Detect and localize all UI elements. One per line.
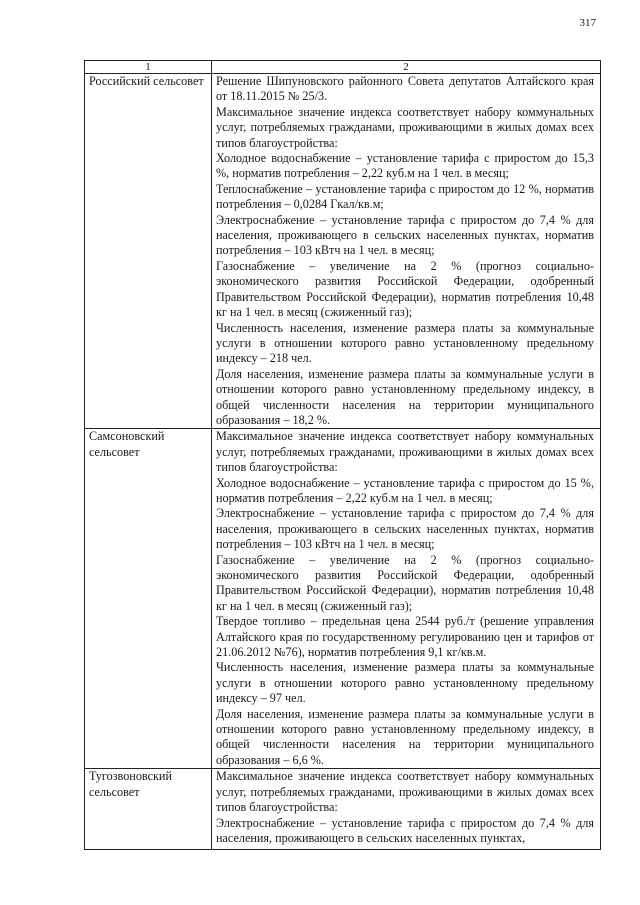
paragraph: Холодное водоснабжение – установление тарифа с приростом до 15 %, норматив потребления – 2,22 куб.м на 1 чел. в месяц; [216,475,594,505]
paragraph: Холодное водоснабжение – установление тарифа с приростом до 15,3 %, норматив потребления – 2,22 куб.м на 1 чел. в месяц; [216,151,594,181]
municipality-name: Тугозвоновский сельсовет [85,769,212,850]
paragraph: Электроснабжение – установление тарифа с приростом до 7,4 % для населения, проживающего в сельских населенных пунктах, [216,815,594,845]
paragraph: Газоснабжение – увеличение на 2 % (прогноз социально-экономического развития Российской Федерации, одобренный Правительством Российской Федерации), норматив потребления 10,48 кг на 1 чел. в месяц (сжиженный газ); [216,552,594,613]
paragraph: Доля населения, изменение размера платы за коммунальные услуги в отношении которого равно установленному предельному индексу, в общей численности населения на территории муниципального образования – 18,2 %. [216,366,594,427]
page-number: 317 [579,17,596,29]
paragraph: Численность населения, изменение размера платы за коммунальные услуги в отношении которого равно установленному предельному индексу – 218 чел. [216,320,594,366]
table-row [85,429,601,769]
paragraph: Решение Шипуновского районного Совета депутатов Алтайского края от 18.11.2015 № 25/3. [216,74,594,104]
paragraph: Доля населения, изменение размера платы за коммунальные услуги в отношении которого равно установленному предельному индексу, в общей численности населения на территории муниципального образования – 6,6 %. [216,706,594,767]
paragraph: Максимальное значение индекса соответствует набору коммунальных услуг, потребляемых гражданами, проживающими в жилых домах всех типов благоустройства: [216,769,594,815]
column-header-1: 1 [85,61,212,74]
paragraph: Газоснабжение – увеличение на 2 % (прогноз социально-экономического развития Российской Федерации, одобренный Правительством Российской Федерации), норматив потребления 10,48 кг на 1 чел. в месяц (сжиженный газ); [216,258,594,320]
municipality-details [212,769,601,850]
table-header-row [85,61,601,74]
paragraph: Максимальное значение индекса соответствует набору коммунальных услуг, потребляемых гражданами, проживающими в жилых домах всех типов благоустройства: [216,429,594,475]
regional-index-table [84,60,601,850]
municipality-name: Российский сельсовет [85,74,212,429]
municipality-details [212,429,601,769]
paragraph: Электроснабжение – установление тарифа с приростом до 7,4 % для населения, проживающего в сельских населенных пунктах, норматив потребления – 103 кВтч на 1 чел. в месяц; [216,506,594,552]
paragraph: Максимальное значение индекса соответствует набору коммунальных услуг, потребляемых гражданами, проживающими в жилых домах всех типов благоустройства: [216,104,594,150]
paragraph: Численность населения, изменение размера платы за коммунальные услуги в отношении которого равно установленному предельному индексу – 97 чел. [216,660,594,706]
paragraph: Электроснабжение – установление тарифа с приростом до 7,4 % для населения, проживающего в сельских населенных пунктах, норматив потребления – 103 кВтч на 1 чел. в месяц; [216,212,594,258]
table-row [85,74,601,429]
table-row [85,769,601,850]
municipality-details [212,74,601,429]
cut-off-content [216,769,594,847]
column-header-2: 2 [212,61,601,74]
paragraph: Твердое топливо – предельная цена 2544 руб./т (решение управления Алтайского края по государственному регулированию цен и тарифов от 21.06.2012 №76), норматив потребления 9,1 кг/кв.м. [216,614,594,660]
municipality-name: Самсоновский сельсовет [85,429,212,769]
paragraph: Теплоснабжение – установление тарифа с приростом до 12 %, норматив потребления – 0,0284 Гкал/кв.м; [216,181,594,212]
